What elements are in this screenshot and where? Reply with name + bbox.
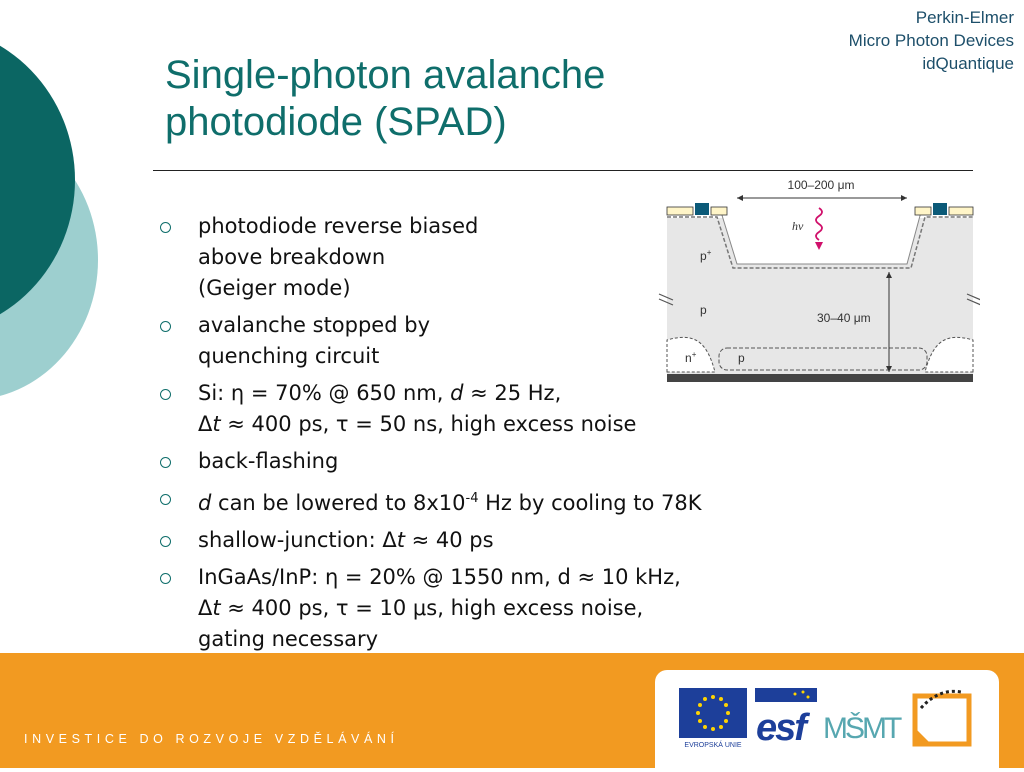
bullet-item — [160, 483, 702, 519]
text-run: ≈ 400 ps, τ = 50 ns, high excess noise — [220, 412, 637, 436]
bullet-line — [198, 562, 702, 593]
text-run: ≈ 400 ps, τ = 10 μs, high excess noise, — [220, 596, 644, 620]
eu-flag-logo — [679, 688, 747, 749]
text-run: back-flashing — [198, 449, 339, 473]
vendor-item: Micro Photon Devices — [848, 31, 1014, 50]
op-vk-logo — [915, 691, 969, 744]
bullet-item — [160, 525, 702, 556]
msmt-logo — [823, 711, 902, 745]
logos — [655, 670, 999, 768]
esf-text: esf — [756, 707, 805, 749]
p-plus-label: p+ — [700, 248, 712, 263]
bullet-line — [198, 211, 702, 242]
bullet-line — [198, 378, 702, 409]
metal-pad — [949, 207, 973, 215]
bullet-marker-icon — [160, 457, 171, 468]
text-run: can be lowered to 8x10 — [211, 491, 466, 515]
bullet-marker-icon — [160, 573, 171, 584]
esf-logo — [755, 688, 817, 749]
text-run: Si: η = 70% @ 650 nm, — [198, 381, 451, 405]
p-implant-label: p — [738, 351, 745, 365]
bottom-contact — [667, 374, 973, 382]
vendor-item: Perkin-Elmer — [915, 8, 1014, 27]
footer-slogan: INVESTICE DO ROZVOJE VZDĚLÁVÁNÍ — [24, 732, 399, 746]
spad-cross-section-diagram — [655, 172, 980, 387]
bullet-line — [198, 483, 702, 519]
italic-variable: t — [396, 528, 405, 552]
text-run: Δ — [198, 596, 213, 620]
italic-variable: t — [212, 596, 221, 620]
surface-window-cutout — [721, 212, 921, 264]
bullet-line — [198, 341, 702, 372]
bullet-marker-icon — [160, 222, 171, 233]
bullet-line — [198, 409, 702, 440]
vendor-list — [849, 6, 1014, 75]
depth-label: 30–40 μm — [817, 311, 871, 325]
metal-pad — [711, 207, 727, 215]
bullet-line — [198, 624, 702, 655]
metal-pad — [915, 207, 931, 215]
bullet-list — [160, 211, 702, 661]
italic-variable: d — [450, 381, 464, 405]
n-plus-label: n+ — [685, 350, 697, 365]
title-line-2: photodiode (SPAD) — [165, 100, 507, 144]
bullet-item — [160, 562, 702, 655]
bullet-marker-icon — [160, 389, 171, 400]
text-run: shallow-junction: Δ — [198, 528, 397, 552]
text-run: (Geiger mode) — [198, 276, 351, 300]
slide-title — [165, 52, 725, 146]
bullet-item — [160, 446, 702, 477]
text-run: above breakdown — [198, 245, 386, 269]
bullet-marker-icon — [160, 494, 171, 505]
italic-variable: d — [198, 491, 212, 515]
eu-caption: EVROPSKÁ UNIE — [684, 742, 742, 749]
italic-variable: t — [212, 412, 221, 436]
title-line-1: Single-photon avalanche — [165, 53, 606, 97]
bullet-line — [198, 273, 702, 304]
width-label: 100–200 μm — [787, 178, 855, 192]
photon-label: hν — [792, 219, 804, 233]
bullet-item — [160, 211, 702, 304]
bullet-item — [160, 310, 702, 372]
text-run: Hz by cooling to 78K — [478, 491, 702, 515]
logo-panel — [655, 670, 999, 768]
metal-pad — [667, 207, 693, 215]
bullet-line — [198, 310, 702, 341]
p-region-label: p — [700, 303, 707, 317]
text-run: Δ — [198, 412, 213, 436]
bullet-line — [198, 446, 702, 477]
metal-pad — [695, 203, 709, 215]
vendor-item: idQuantique — [922, 54, 1014, 73]
text-run: ≈ 25 Hz, — [463, 381, 562, 405]
msmt-text: MŠMT — [823, 712, 900, 745]
text-run: InGaAs/InP: η = 20% @ 1550 nm, d ≈ 10 kHz, — [198, 565, 681, 589]
title-divider — [153, 170, 973, 171]
bullet-marker-icon — [160, 321, 171, 332]
text-run: gating necessary — [198, 627, 379, 651]
text-run: photodiode reverse biased — [198, 214, 479, 238]
text-run: quenching circuit — [198, 344, 380, 368]
bullet-line — [198, 525, 702, 556]
metal-pad — [933, 203, 947, 215]
bullet-line — [198, 593, 702, 624]
text-run: avalanche stopped by — [198, 313, 430, 337]
bullet-marker-icon — [160, 536, 171, 547]
text-run: ≈ 40 ps — [404, 528, 494, 552]
superscript: -4 — [465, 491, 479, 506]
bullet-item — [160, 378, 702, 440]
bullet-line — [198, 242, 702, 273]
